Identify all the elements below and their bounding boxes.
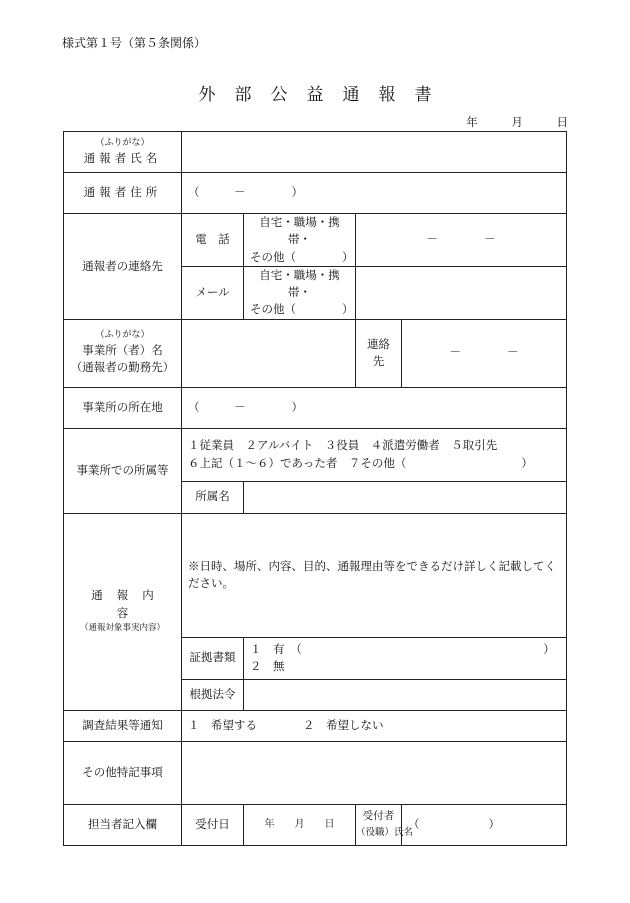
reporter-address-field[interactable]: （ － ） [182, 173, 567, 214]
remarks-field[interactable] [182, 741, 567, 804]
notify-label: 調査結果等通知 [64, 710, 182, 741]
mail-type-line2: その他（ ） [250, 302, 354, 317]
affiliation-options-line2: ６上記（１～６）であった者 ７その他（ ） [188, 455, 533, 470]
received-date-label: 受付日 [182, 804, 244, 845]
report-content-field[interactable]: ※日時、場所、内容、目的、通報理由等をできるだけ詳しく記載してください。 [182, 513, 567, 637]
report-content-text: 通報内容 [91, 588, 168, 620]
reporter-name-text: 通報者氏名 [83, 150, 162, 165]
remarks-label: その他特記事項 [64, 741, 182, 804]
evidence-option-yes[interactable]: １ 有 （ ） [250, 641, 555, 656]
phone-type-selector[interactable] [244, 214, 356, 267]
evidence-option-no[interactable]: ２ 無 [250, 659, 285, 673]
header-date [436, 114, 568, 130]
workplace-contact-field[interactable]: － － [402, 319, 567, 387]
notify-options[interactable]: １ 希望する ２ 希望しない [182, 710, 567, 741]
reporter-name-label [64, 132, 182, 173]
form-number: 様式第１号（第５条関係） [62, 36, 207, 50]
workplace-name-text: 事業所（者）名 [82, 343, 163, 358]
report-content-label [64, 513, 182, 710]
reporter-furigana-label: （ふりがな） [95, 138, 150, 149]
date-day-label: 日 [556, 115, 568, 129]
reporter-name-field[interactable] [182, 132, 567, 173]
phone-label: 電 話 [182, 214, 244, 267]
page-title: 外部公益通報書 [198, 85, 451, 105]
evidence-label: 証拠書類 [182, 637, 244, 679]
evidence-options[interactable] [244, 637, 567, 679]
workplace-name-field[interactable] [182, 319, 356, 387]
receiver-label-line1: 受付者 [362, 809, 395, 822]
workplace-location-label: 事業所の所在地 [64, 387, 182, 428]
affiliation-options-line1: １従業員 ２アルバイト ３役員 ４派遣労働者 ５取引先 [188, 438, 498, 453]
date-year-label: 年 [466, 115, 478, 129]
date-month-label: 月 [511, 115, 523, 129]
workplace-location-field[interactable]: （ － ） [182, 387, 567, 428]
report-form-table [63, 131, 567, 846]
receiver-label [356, 804, 414, 845]
workplace-name-label [64, 319, 182, 387]
mail-type-selector[interactable] [244, 266, 356, 319]
receiver-field[interactable]: （ ） [402, 804, 567, 845]
law-label: 根拠法令 [182, 679, 244, 710]
mail-type-line1: 自宅・職場・携帯・ [259, 267, 340, 299]
law-field[interactable] [244, 679, 567, 710]
received-date-field[interactable]: 年 月 日 [244, 804, 356, 845]
workplace-furigana-label: （ふりがな） [95, 330, 150, 341]
mail-address-field[interactable] [356, 266, 567, 319]
affiliation-label: 事業所での所属等 [64, 428, 182, 513]
report-content-sub: （通報対象事実内容） [79, 622, 165, 633]
workplace-contact-label: 連絡先 [356, 319, 402, 387]
reporter-address-label: 通報者住所 [64, 173, 182, 214]
affiliation-options[interactable] [182, 428, 567, 481]
receiver-label-line2: （役職）氏名 [356, 827, 414, 839]
phone-type-line2: その他（ ） [250, 249, 354, 264]
phone-number-field[interactable]: － － [356, 214, 567, 267]
dept-label: 所属名 [182, 481, 244, 513]
dept-field[interactable] [244, 481, 567, 513]
phone-type-line1: 自宅・職場・携帯・ [259, 215, 340, 247]
staff-label: 担当者記入欄 [64, 804, 182, 845]
mail-label: メール [182, 266, 244, 319]
reporter-contact-label: 通報者の連絡先 [64, 214, 182, 320]
workplace-name-sub: （通報者の勤務先） [70, 360, 175, 375]
